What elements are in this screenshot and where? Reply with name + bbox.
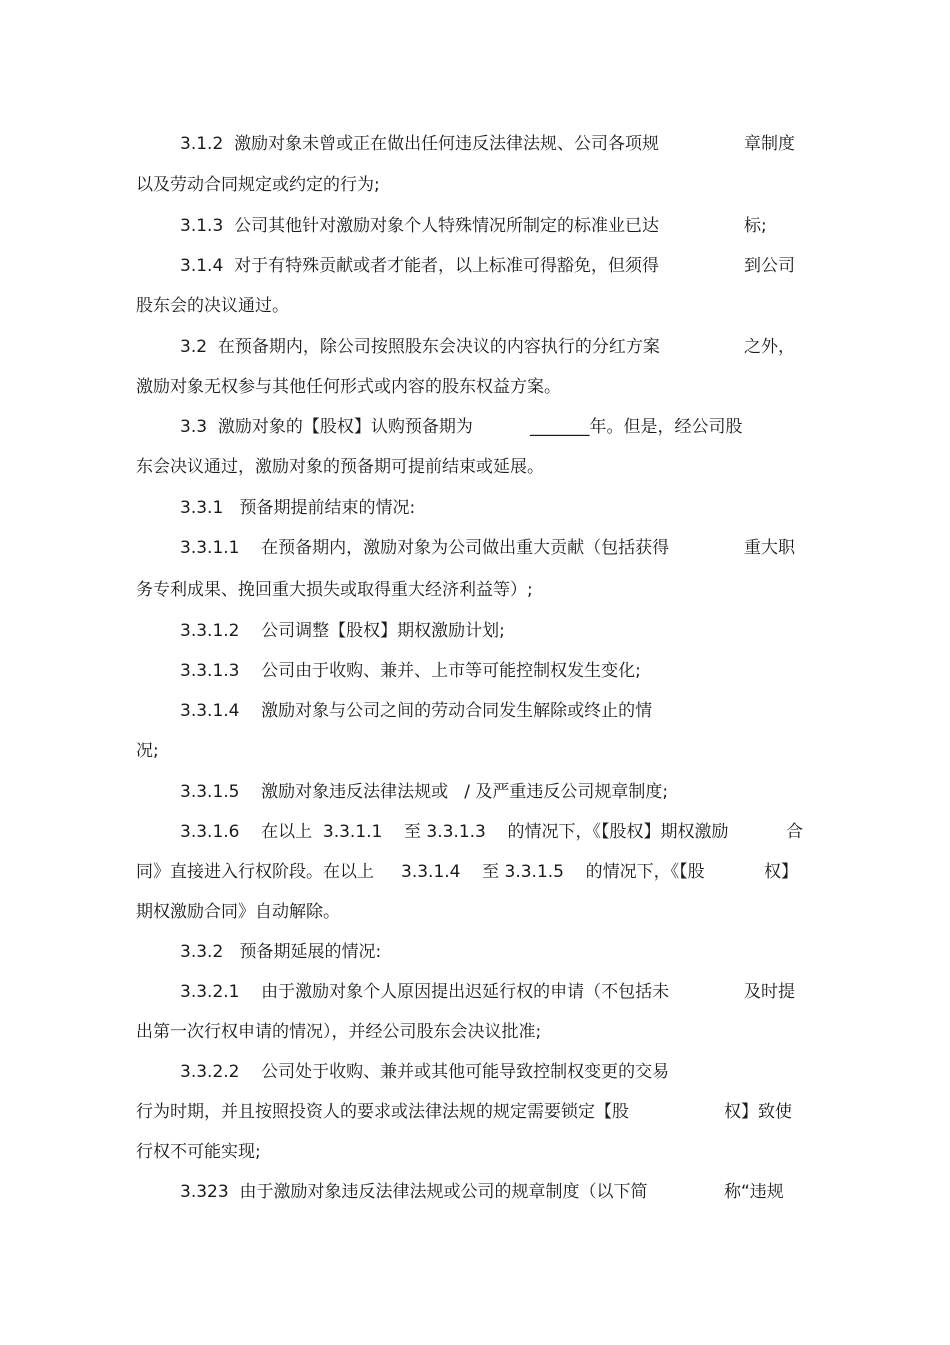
- text-line-tail: 之外，: [744, 337, 795, 357]
- text-line: 3.3.1.3 公司由于收购、兼并、上市等可能控制权发生变化;: [180, 661, 641, 681]
- text-line: 3.3.1 预备期提前结束的情况:: [180, 498, 416, 518]
- text-line: 激励对象无权参与其他任何形式或内容的股东权益方案。: [136, 377, 561, 397]
- text-line: 3.3.2 预备期延展的情况:: [180, 942, 382, 962]
- text-line: 3.323 由于激励对象违反法律法规或公司的规章制度（以下简: [180, 1182, 648, 1202]
- text-line: 3.3.1.1 在预备期内，激励对象为公司做出重大贡献（包括获得: [180, 538, 670, 558]
- text-line-tail: 称“违规: [724, 1182, 784, 1202]
- text-line-tail: 标;: [744, 216, 767, 236]
- text-line-tail: 权】: [764, 862, 798, 882]
- text-line-tail: 章制度: [744, 134, 795, 154]
- text-line: 行为时期，并且按照投资人的要求或法律法规的规定需要锁定【股: [136, 1102, 629, 1122]
- text-line: 3.1.4 对于有特殊贡献或者才能者，以上标准可得豁免，但须得: [180, 256, 660, 276]
- text-line: 期权激励合同》自动解除。: [136, 902, 340, 922]
- text-line: 3.3.1.4 激励对象与公司之间的劳动合同发生解除或终止的情: [180, 701, 653, 721]
- text-line: 以及劳动合同规定或约定的行为;: [136, 175, 380, 195]
- text-line: 3.3 激励对象的【股权】认购预备期为: [180, 417, 473, 437]
- text-line: 出第一次行权申请的情况），并经公司股东会决议批准;: [136, 1022, 542, 1042]
- text-line: 3.1.2 激励对象未曾或正在做出任何违反法律法规、公司各项规: [180, 134, 660, 154]
- text-line: 行权不可能实现;: [136, 1142, 261, 1162]
- text-line-tail: 到公司: [744, 256, 795, 276]
- text-line-tail: _______年。但是，经公司股: [530, 417, 743, 437]
- text-line: 3.3.2.2 公司处于收购、兼并或其他可能导致控制权变更的交易: [180, 1062, 670, 1082]
- text-line-tail: 重大职: [744, 538, 795, 558]
- text-line: 3.3.2.1 由于激励对象个人原因提出迟延行权的申请（不包括未: [180, 982, 670, 1002]
- text-line: 3.2 在预备期内，除公司按照股东会决议的内容执行的分红方案: [180, 337, 660, 357]
- text-line: 同》直接进入行权阶段。在以上 3.3.1.4 至 3.3.1.5 的情况下，《【股: [136, 862, 705, 882]
- text-line: 况;: [136, 741, 159, 761]
- text-line-tail: 及时提: [744, 982, 795, 1002]
- text-line: 3.1.3 公司其他针对激励对象个人特殊情况所制定的标准业已达: [180, 216, 660, 236]
- text-line: 3.3.1.2 公司调整【股权】期权激励计划;: [180, 621, 505, 641]
- text-line-tail: 合: [786, 822, 803, 842]
- text-line: 3.3.1.5 激励对象违反法律法规或 / 及严重违反公司规章制度;: [180, 782, 669, 802]
- text-line-tail: 权】致使: [724, 1102, 792, 1122]
- text-line: 东会决议通过，激励对象的预备期可提前结束或延展。: [136, 457, 544, 477]
- text-line: 务专利成果、挽回重大损失或取得重大经济利益等）;: [136, 580, 533, 600]
- text-line: 股东会的决议通过。: [136, 296, 289, 316]
- text-line: 3.3.1.6 在以上 3.3.1.1 至 3.3.1.3 的情况下，《【股权】期权激励: [180, 822, 729, 842]
